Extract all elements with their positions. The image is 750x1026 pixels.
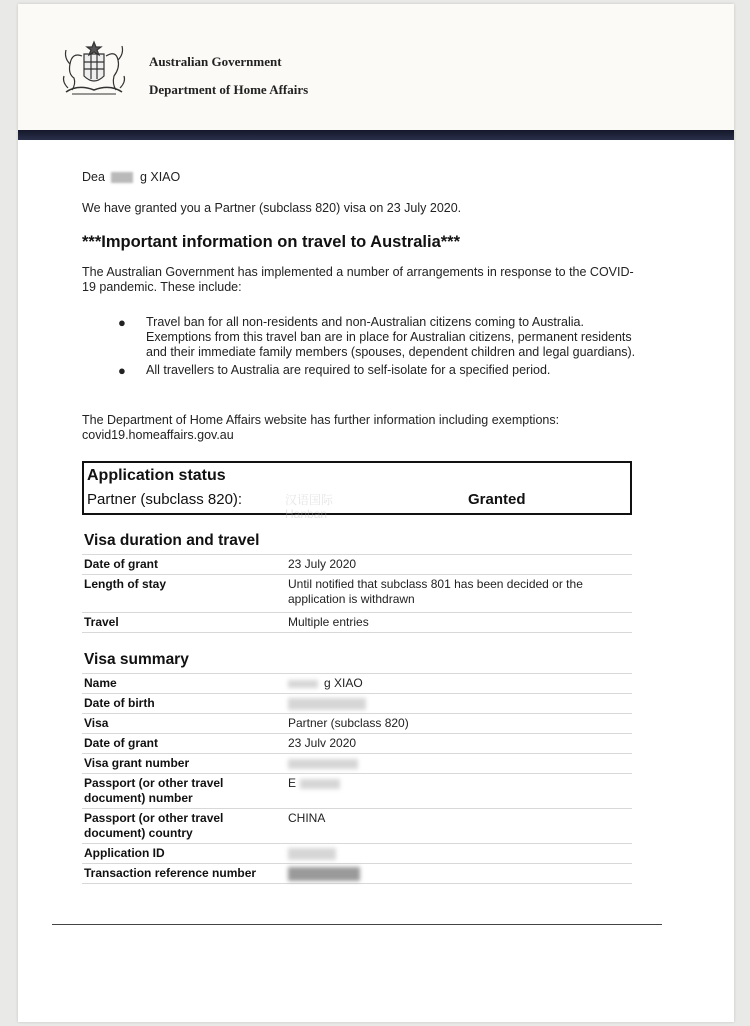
status-value: Granted bbox=[468, 491, 526, 508]
table-row: Date of birth bbox=[82, 694, 632, 714]
travel-rules-list bbox=[82, 315, 642, 381]
table-row: Name g XIAO bbox=[82, 673, 632, 694]
website-intro: The Department of Home Affairs website has further information including exemptions: bbox=[82, 413, 560, 427]
table-row: Transaction reference number bbox=[82, 864, 632, 884]
grant-statement: We have granted you a Partner (subclass 820) visa on 23 July 2020. bbox=[82, 201, 462, 215]
list-item: ● Travel ban for all non-residents and non-Australian citizens coming to Australia. Exemptions from this travel ban are in place for Australian citizens, permanent residents and their immediate family members (spouses, dependent children and legal guardians). bbox=[118, 315, 636, 359]
table-row: Visa Partner (subclass 820) bbox=[82, 714, 632, 734]
duration-table bbox=[82, 554, 632, 633]
coat-of-arms-icon bbox=[58, 34, 130, 98]
status-title: Application status bbox=[87, 467, 226, 484]
letterhead bbox=[18, 4, 734, 130]
table-row: Date of grant 23 July 2020 bbox=[82, 554, 632, 575]
table-row: Travel Multiple entries bbox=[82, 613, 632, 633]
list-item: ● All travellers to Australia are required to self-isolate for a specified period. bbox=[118, 363, 551, 378]
table-row: Date of grant 23 Julv 2020 bbox=[82, 734, 632, 754]
redaction-mark bbox=[288, 698, 366, 710]
table-row: Visa grant number bbox=[82, 754, 632, 774]
summary-section-title: Visa summary bbox=[84, 651, 189, 668]
greeting bbox=[82, 170, 180, 185]
greeting-prefix: Dea bbox=[82, 170, 105, 184]
redaction-mark bbox=[288, 680, 318, 688]
redaction-mark bbox=[300, 779, 340, 789]
table-row: Application ID bbox=[82, 844, 632, 864]
redaction-mark bbox=[288, 848, 336, 860]
website-link: covid19.homeaffairs.gov.au bbox=[82, 428, 234, 442]
bullet-icon: ● bbox=[118, 363, 126, 378]
status-visa: Partner (subclass 820): bbox=[87, 491, 243, 508]
covid-intro: The Australian Government has implemented a number of arrangements in response to the COVID-19 pandemic. These include: bbox=[82, 265, 634, 294]
redaction-mark bbox=[288, 867, 360, 881]
table-row: Length of stay Until notified that subclass 801 has been decided or the application is withdrawn bbox=[82, 575, 632, 613]
redaction-mark bbox=[111, 172, 133, 183]
watermark: 汉语国际 Hanban bbox=[285, 493, 334, 521]
org-name: Australian Government bbox=[149, 54, 282, 69]
footer-divider bbox=[52, 924, 662, 925]
travel-info-heading: ***Important information on travel to Australia*** bbox=[82, 233, 461, 251]
header-divider-bar bbox=[18, 130, 734, 140]
bullet-icon: ● bbox=[118, 315, 126, 330]
table-row: Passport (or other travel document) country CHINA bbox=[82, 809, 632, 844]
duration-section-title: Visa duration and travel bbox=[84, 532, 260, 549]
application-status-box bbox=[82, 461, 632, 515]
redaction-mark bbox=[288, 759, 358, 769]
website-info bbox=[82, 413, 642, 443]
summary-table bbox=[82, 673, 632, 884]
department-name: Department of Home Affairs bbox=[149, 82, 309, 97]
greeting-name: g XIAO bbox=[139, 170, 181, 184]
table-row: Passport (or other travel document) number E bbox=[82, 774, 632, 809]
